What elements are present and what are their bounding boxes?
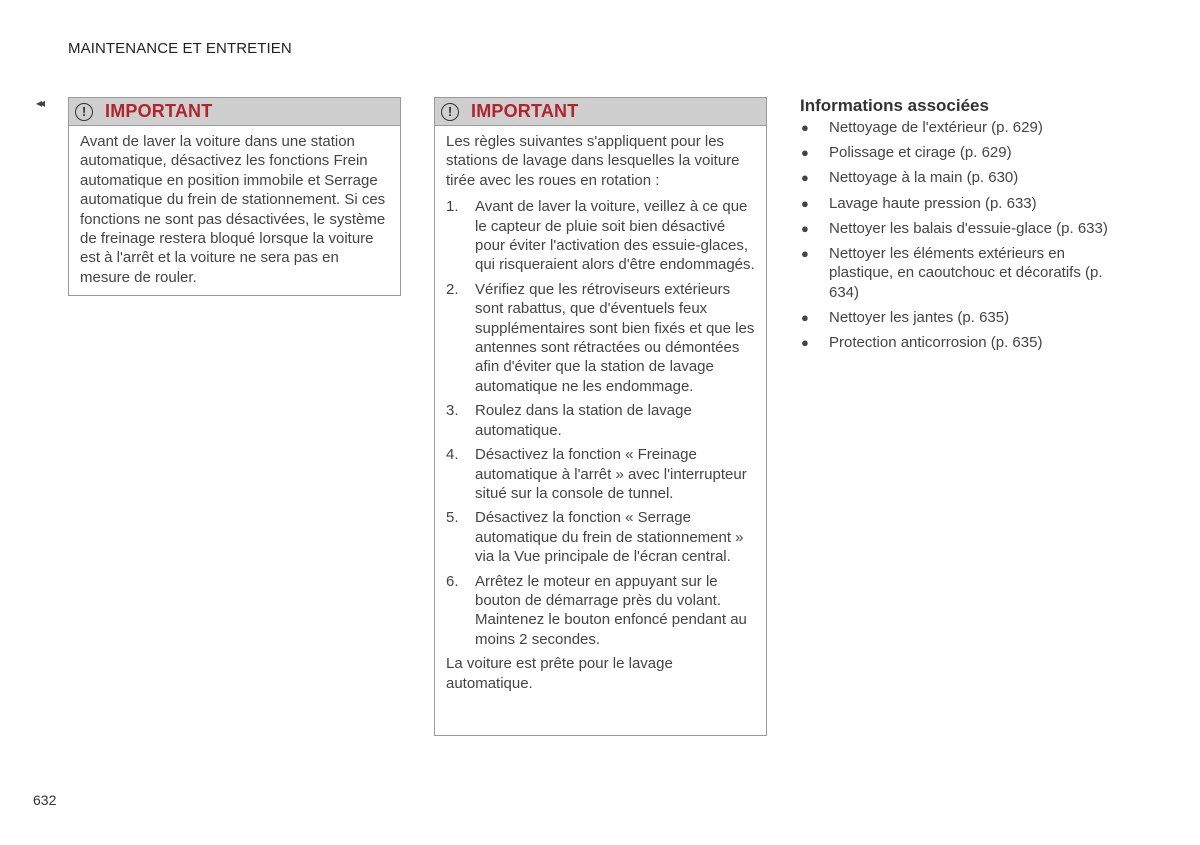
- step-item: [446, 280, 756, 396]
- step-item: [446, 572, 756, 650]
- step-number: 3.: [446, 402, 459, 420]
- important-intro-2: Les règles suivantes s'appliquent pour les stations de lavage dans lesquelles la voiture tirée avec les roues en rotation :: [446, 133, 740, 189]
- step-item: [446, 445, 756, 503]
- step-item: [446, 508, 756, 566]
- related-link[interactable]: [800, 168, 1130, 187]
- warning-icon: !: [75, 103, 93, 121]
- bullet-icon: ●: [801, 310, 809, 326]
- bullet-icon: ●: [801, 220, 809, 236]
- related-links-list: [800, 118, 1130, 353]
- step-text: Désactivez la fonction « Freinage automatique à l'arrêt » avec l'interrupteur situé sur la console de tunnel.: [475, 446, 747, 502]
- important-text-1: Avant de laver la voiture dans une station automatique, désactivez les fonctions Frein automatique en position immobile et Serrage automatique du frein de stationnement. Si ces fonctions ne sont pas désactivées, le système de freinage restera bloqué lorsque la voiture est à l'arrêt et la voiture ne sera pas en mesure de rouler.: [80, 133, 386, 286]
- related-link[interactable]: [800, 143, 1130, 162]
- bullet-icon: ●: [801, 246, 809, 262]
- related-link[interactable]: [800, 194, 1130, 213]
- warning-icon: !: [441, 103, 459, 121]
- section-title: MAINTENANCE ET ENTRETIEN: [68, 40, 292, 57]
- step-number: 6.: [446, 572, 459, 590]
- important-box-2: [434, 97, 767, 736]
- related-info-title: Informations associées: [800, 96, 989, 115]
- step-number: 2.: [446, 280, 459, 298]
- important-outro-2: La voiture est prête pour le lavage automatique.: [446, 655, 673, 692]
- step-text: Roulez dans la station de lavage automatique.: [475, 402, 692, 439]
- step-item: [446, 401, 756, 440]
- step-text: Avant de laver la voiture, veillez à ce que le capteur de pluie soit bien désactivé pour éviter l'activation des essuie-glaces, qui risqueraient alors d'être endommagés.: [475, 198, 755, 274]
- step-text: Vérifiez que les rétroviseurs extérieurs sont rabattus, que d'éventuels feux supplémentaires sont bien fixés et que les antennes sont rétractées ou démontées afin d'éviter que la station de lavage automatique ne les endommage.: [475, 280, 755, 395]
- bullet-icon: ●: [801, 335, 809, 351]
- important-box-1: [68, 97, 401, 296]
- related-link[interactable]: [800, 219, 1130, 238]
- step-number: 5.: [446, 509, 459, 527]
- related-link-text[interactable]: Nettoyage de l'extérieur (p. 629): [829, 119, 1043, 136]
- bullet-icon: ●: [801, 145, 809, 161]
- important-header-1: [69, 98, 400, 126]
- bullet-icon: ●: [801, 195, 809, 211]
- related-link[interactable]: [800, 244, 1130, 302]
- related-link-text[interactable]: Protection anticorrosion (p. 635): [829, 334, 1043, 352]
- step-number: 4.: [446, 446, 459, 464]
- related-info: [800, 96, 1130, 358]
- related-link-text[interactable]: Nettoyer les éléments extérieurs en plastique, en caoutchouc et décoratifs (p. 634): [829, 245, 1103, 301]
- related-link-text[interactable]: Nettoyer les jantes (p. 635): [829, 309, 1010, 327]
- related-link[interactable]: [800, 308, 1130, 327]
- steps-list: [446, 197, 756, 649]
- related-link-text[interactable]: Nettoyer les balais d'essuie-glace (p. 633): [829, 219, 1108, 237]
- step-item: [446, 197, 756, 275]
- related-link[interactable]: [800, 333, 1130, 352]
- bullet-icon: ●: [801, 120, 809, 135]
- related-link-text[interactable]: Lavage haute pression (p. 633): [829, 194, 1037, 212]
- step-number: 1.: [446, 198, 459, 216]
- important-heading-2: IMPORTANT: [471, 101, 579, 121]
- page-number: 632: [33, 792, 57, 808]
- related-link-text[interactable]: Polissage et cirage (p. 629): [829, 144, 1012, 162]
- important-heading-1: IMPORTANT: [105, 101, 213, 121]
- step-text: Désactivez la fonction « Serrage automatique du frein de stationnement » via la Vue principale de l'écran central.: [475, 509, 744, 566]
- important-header-2: [435, 98, 766, 126]
- step-text: Arrêtez le moteur en appuyant sur le bouton de démarrage près du volant. Maintenez le bouton enfoncé pendant au moins 2 secondes.: [475, 572, 747, 648]
- bullet-icon: ●: [801, 170, 809, 186]
- back-icon[interactable]: ◂◂: [36, 96, 43, 110]
- related-link-text[interactable]: Nettoyage à la main (p. 630): [829, 169, 1019, 187]
- related-link[interactable]: [800, 118, 1130, 137]
